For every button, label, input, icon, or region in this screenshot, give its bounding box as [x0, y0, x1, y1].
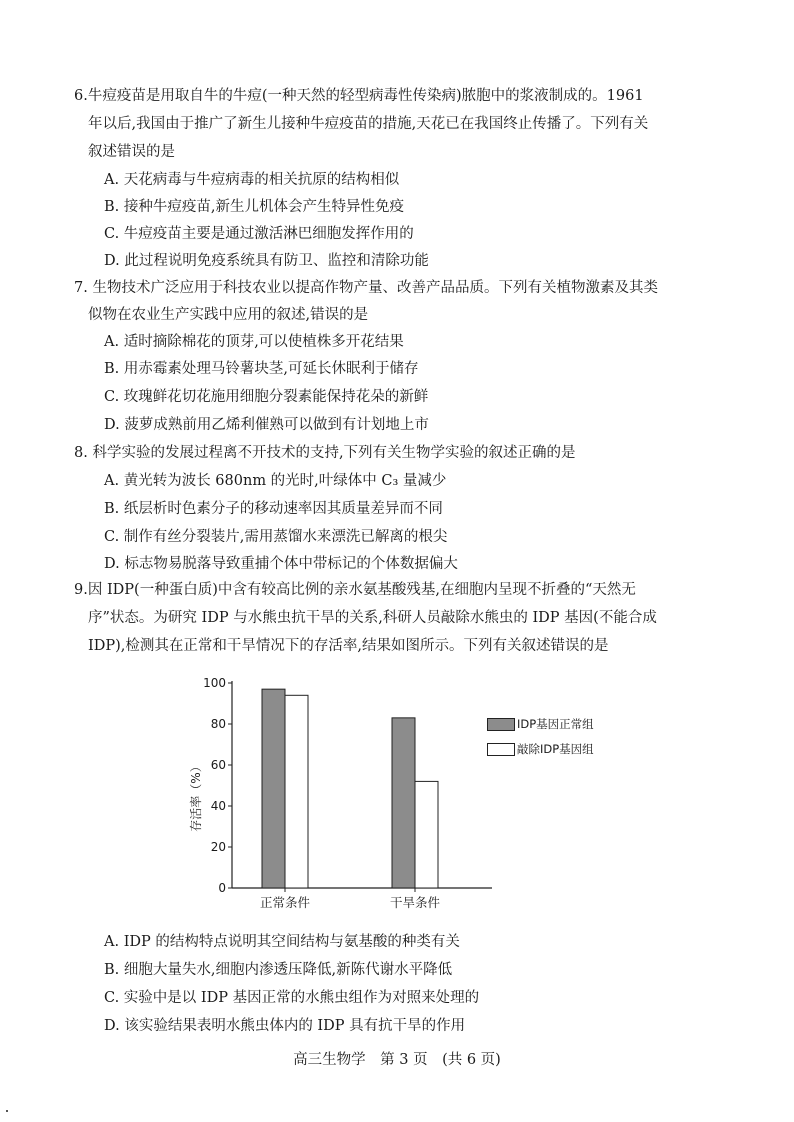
q9-stem-line-3: IDP),检测其在正常和干旱情况下的存活率,结果如图所示。下列有关叙述错误的是: [88, 638, 609, 654]
bar-normal-0: [262, 689, 285, 888]
q9-option-a: A. IDP 的结构特点说明其空间结构与氨基酸的种类有关: [104, 934, 460, 950]
y-tick-label: 0: [218, 881, 226, 895]
q7-option-c: C. 玫瑰鲜花切花施用细胞分裂素能保持花朵的新鲜: [104, 389, 429, 405]
q8-option-a: A. 黄光转为波长 680nm 的光时,叶绿体中 C₃ 量减少: [104, 473, 447, 489]
x-tick-label: 干旱条件: [389, 895, 441, 910]
x-tick-label: 正常条件: [259, 895, 311, 910]
legend-label-normal: IDP基因正常组: [517, 717, 594, 731]
bar-knockout-0: [285, 695, 308, 888]
y-tick-label: 20: [210, 840, 226, 854]
q7-option-a: A. 适时摘除棉花的顶芽,可以使植株多开花结果: [104, 334, 404, 350]
q7-option-b: B. 用赤霉素处理马铃薯块茎,可延长休眠利于储存: [104, 361, 419, 377]
y-tick-label: 60: [210, 758, 226, 772]
q8-stem-line-1: 8. 科学实验的发展过程离不开技术的支持,下列有关生物学实验的叙述正确的是: [74, 445, 576, 461]
y-axis-label: 存活率（%）: [189, 760, 203, 832]
q9-option-b: B. 细胞大量失水,细胞内渗透压降低,新陈代谢水平降低: [104, 962, 453, 978]
q8-option-b: B. 纸层析时色素分子的移动速率因其质量差异而不同: [104, 501, 443, 517]
q6-option-c: C. 牛痘疫苗主要是通过激活淋巴细胞发挥作用的: [104, 226, 414, 242]
legend-label-knockout: 敲除IDP基因组: [517, 742, 594, 756]
q7-option-d: D. 菠萝成熟前用乙烯利催熟可以做到有计划地上市: [104, 417, 429, 433]
y-tick-label: 80: [210, 717, 226, 731]
q6-option-d: D. 此过程说明免疫系统具有防卫、监控和清除功能: [104, 253, 429, 269]
chart-bars: [262, 689, 438, 888]
q6-option-b: B. 接种牛痘疫苗,新生儿机体会产生特异性免疫: [104, 199, 404, 215]
bar-normal-1: [392, 718, 415, 888]
q6-stem-line-3: 叙述错误的是: [88, 144, 175, 160]
q9-stem-line-2: 序”状态。为研究 IDP 与水熊虫抗干旱的关系,科研人员敲除水熊虫的 IDP 基因(不能合成: [88, 610, 657, 626]
q9-stem-line-1: 9.因 IDP(一种蛋白质)中含有较高比例的亲水氨基酸残基,在细胞内呈现不折叠的“天然无: [74, 582, 636, 598]
scan-speck: [6, 1110, 8, 1112]
q6-stem-line-2: 年以后,我国由于推广了新生儿接种牛痘疫苗的措施,天花已在我国终止传播了。下列有关: [88, 116, 649, 132]
y-tick-label: 100: [203, 676, 226, 690]
legend-swatch-knockout: [487, 743, 515, 756]
q9-option-c: C. 实验中是以 IDP 基因正常的水熊虫组作为对照来处理的: [104, 990, 480, 1006]
page-footer: 高三生物学 第 3 页 (共 6 页): [293, 1052, 501, 1068]
q6-option-a: A. 天花病毒与牛痘病毒的相关抗原的结构相似: [104, 172, 400, 188]
y-tick-label: 40: [210, 799, 226, 813]
q8-option-d: D. 标志物易脱落导致重捕个体中带标记的个体数据偏大: [104, 556, 458, 572]
q8-option-c: C. 制作有丝分裂装片,需用蒸馏水来漂洗已解离的根尖: [104, 529, 448, 545]
q7-stem-line-2: 似物在农业生产实践中应用的叙述,错误的是: [88, 307, 369, 323]
bar-knockout-1: [415, 781, 438, 888]
q7-stem-line-1: 7. 生物技术广泛应用于科技农业以提高作物产量、改善产品品质。下列有关植物激素及其类: [74, 280, 658, 296]
legend-swatch-normal: [487, 718, 515, 731]
q9-option-d: D. 该实验结果表明水熊虫体内的 IDP 具有抗干旱的作用: [104, 1018, 466, 1034]
q6-stem-line-1: 6.牛痘疫苗是用取自牛的牛痘(一种天然的轻型病毒性传染病)脓胞中的浆液制成的。1961: [74, 88, 644, 104]
